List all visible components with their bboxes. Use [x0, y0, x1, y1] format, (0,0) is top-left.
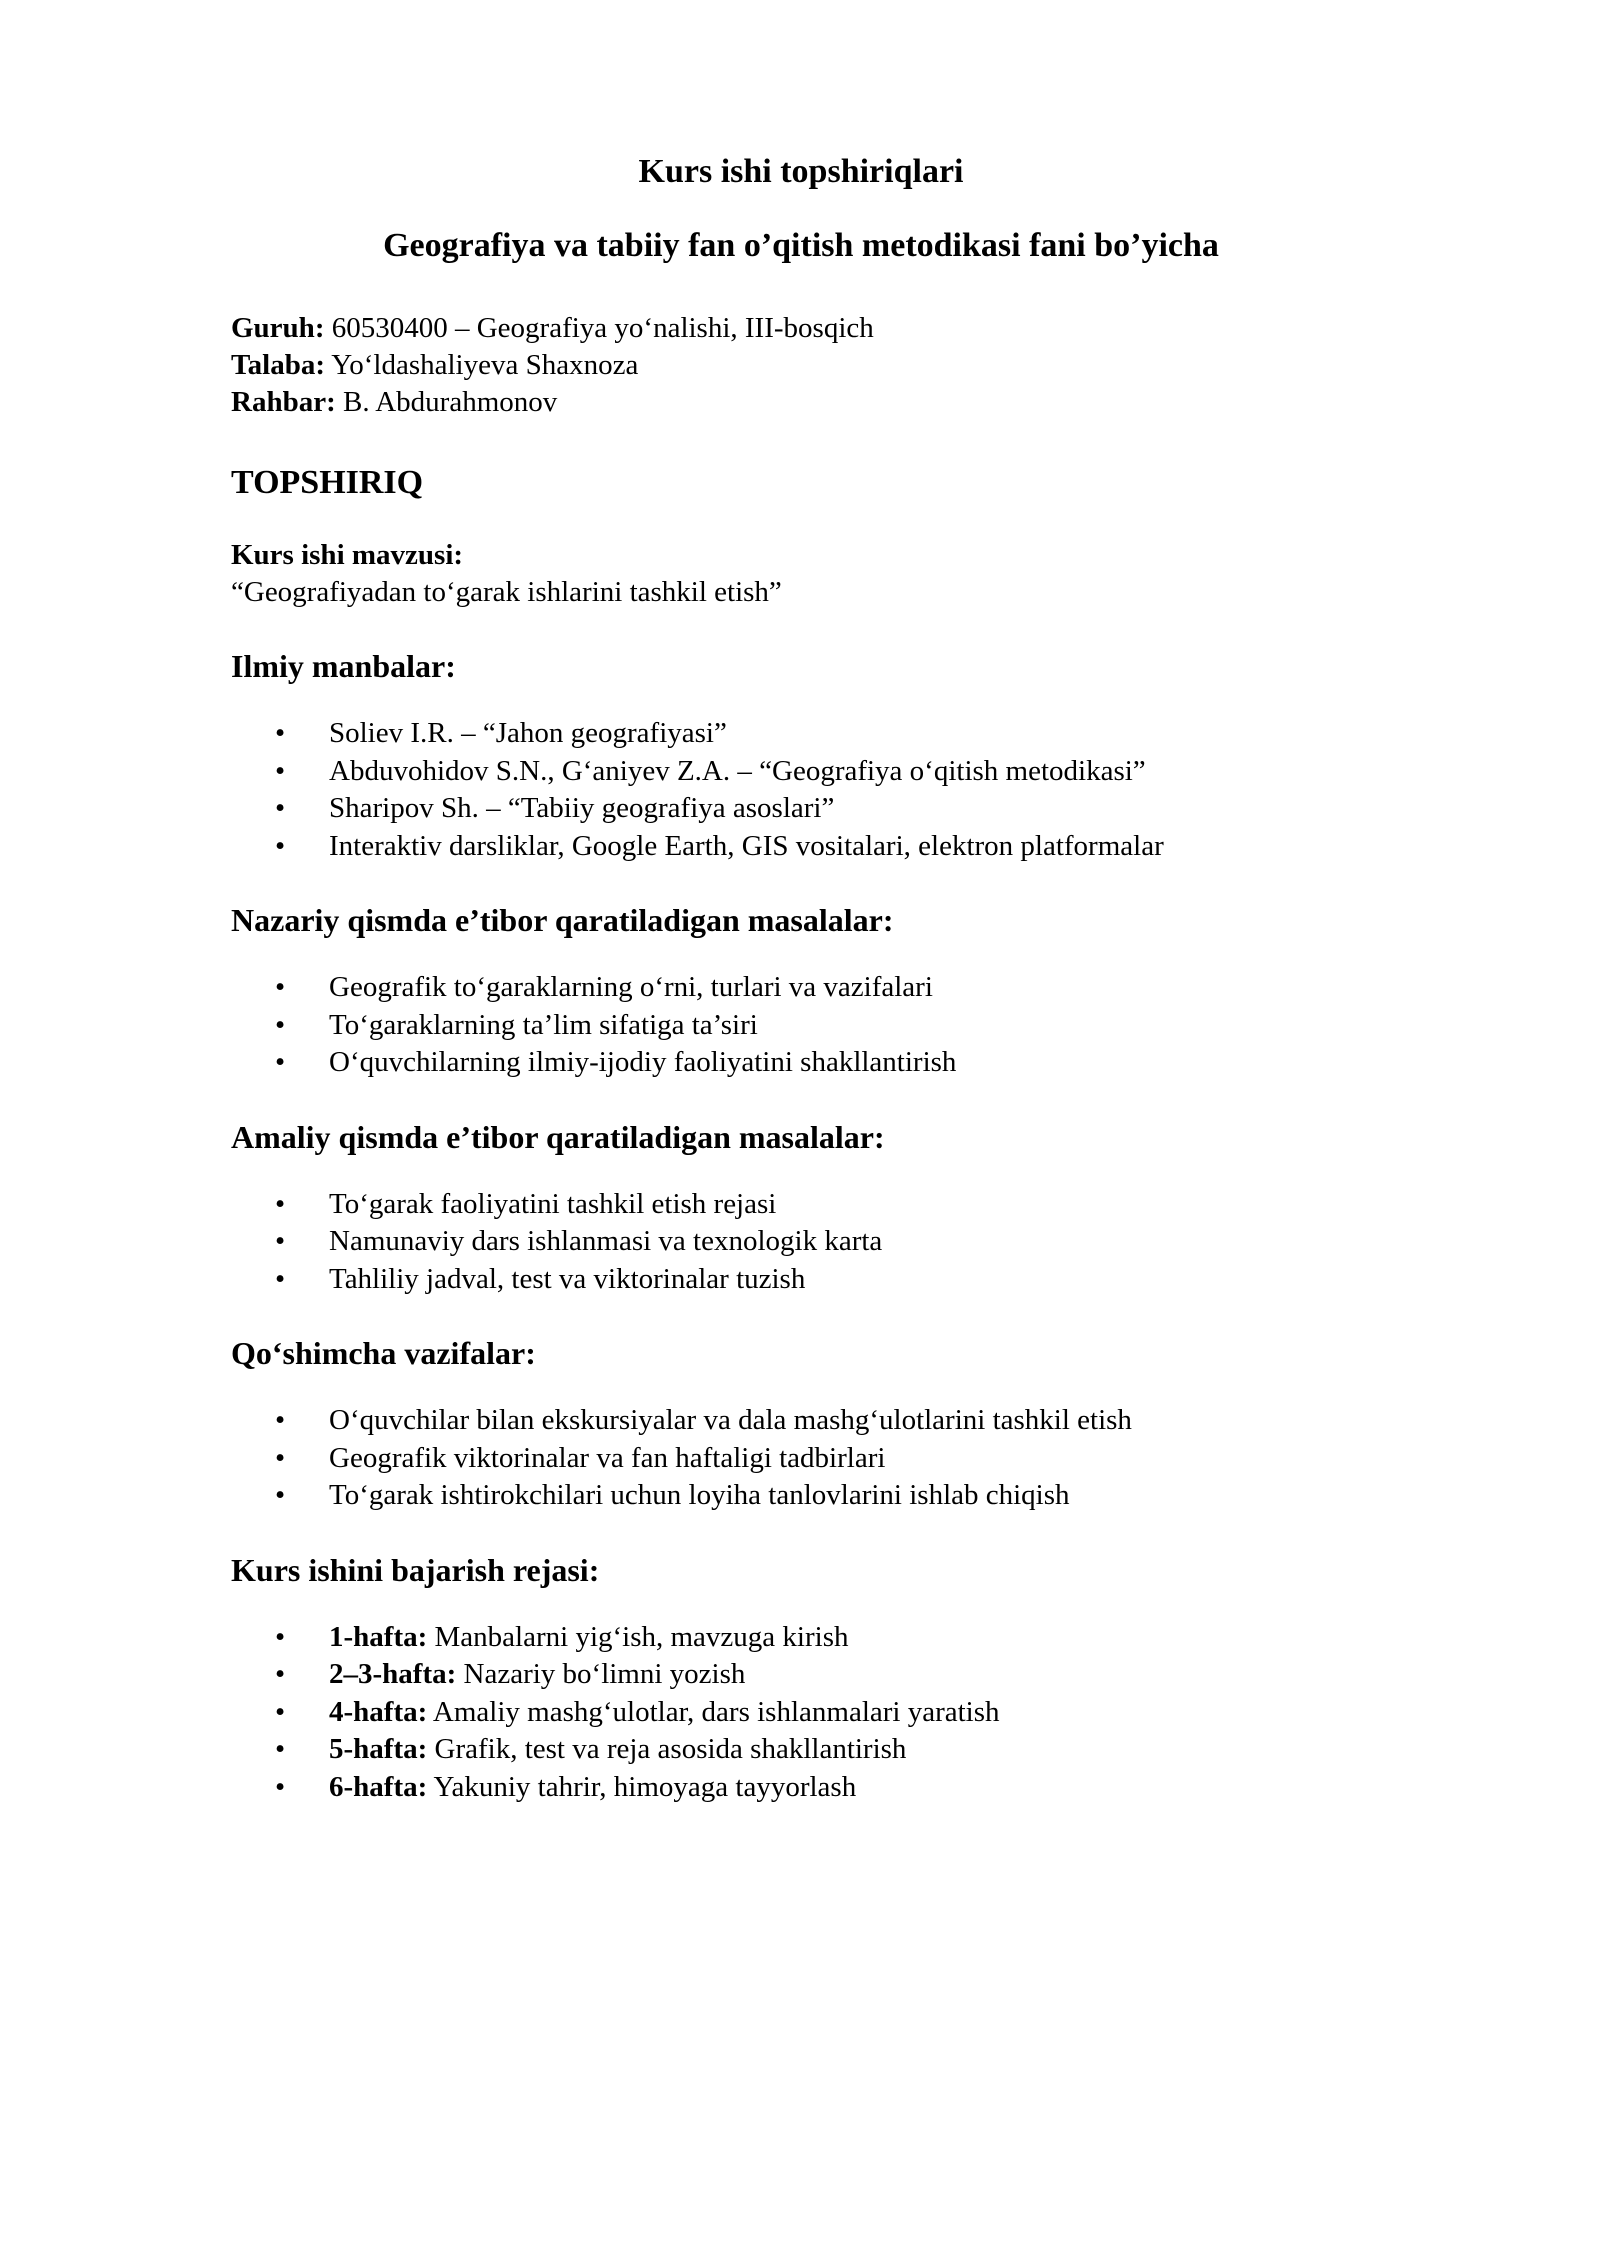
plan-item-text: Amaliy mashg‘ulotlar, dars ishlanmalari yaratish: [427, 1695, 1000, 1728]
list-item-text: Sharipov Sh. – “Tabiiy geografiya asoslari”: [329, 792, 835, 824]
sources-list: [231, 715, 1371, 865]
list-item-text: Abduvohidov S.N., G‘aniyev Z.A. – “Geografiya o‘qitish metodikasi”: [329, 754, 1146, 787]
plan-item-label: 5-hafta:: [329, 1733, 428, 1765]
section-heading-plan: Kurs ishini bajarish rejasi:: [231, 1551, 600, 1588]
section-heading-additional: Qo‘shimcha vazifalar:: [231, 1335, 536, 1371]
list-item-text: Geografik viktorinalar va fan haftaligi tadbirlari: [329, 1441, 886, 1474]
info-row-supervisor: [231, 384, 1371, 421]
bullet-icon: •: [275, 829, 286, 862]
bullet-icon: •: [275, 1733, 286, 1765]
plan-item-label: 2–3-hafta:: [329, 1658, 457, 1690]
plan-item-label: 6-hafta:: [329, 1770, 428, 1803]
bullet-icon: •: [275, 792, 286, 824]
list-item-text: Soliev I.R. – “Jahon geografiyasi”: [329, 717, 727, 749]
list-item-text: O‘quvchilarning ilmiy-ijodiy faoliyatini shakllantirish: [329, 1046, 957, 1078]
section-heading-practice: Amaliy qismda e’tibor qaratiladigan masalalar:: [231, 1118, 885, 1155]
plan-item: [275, 1731, 1371, 1769]
list-item-text: Namunaviy dars ishlanmasi va texnologik karta: [329, 1225, 883, 1257]
list-item-text: O‘quvchilar bilan ekskursiyalar va dala mashg‘ulotlarini tashkil etish: [329, 1404, 1132, 1436]
section-heading-theory: Nazariy qismda e’tibor qaratiladigan masalalar:: [231, 902, 894, 938]
list-item-text: Geografik to‘garaklarning o‘rni, turlari va vazifalari: [329, 971, 933, 1003]
bullet-icon: •: [275, 1620, 286, 1653]
bullet-icon: •: [275, 1008, 286, 1041]
plan-item-text: Grafik, test va reja asosida shakllantirish: [427, 1733, 907, 1765]
practice-list: [231, 1186, 1371, 1299]
main-heading: TOPSHIRIQ: [231, 464, 424, 501]
info-label: Talaba:: [231, 349, 326, 381]
plan-item-text: Manbalarni yig‘ish, mavzuga kirish: [427, 1620, 849, 1653]
list-item: [275, 1402, 1371, 1440]
bullet-icon: •: [275, 1404, 286, 1436]
list-item: [275, 1223, 1371, 1261]
list-item: [275, 969, 1371, 1007]
bullet-icon: •: [275, 1658, 286, 1690]
bullet-icon: •: [275, 1695, 286, 1728]
bullet-icon: •: [275, 1262, 286, 1295]
info-block: [231, 310, 1371, 421]
list-item: [275, 753, 1371, 791]
plan-list: [231, 1619, 1371, 1807]
plan-item: [275, 1694, 1371, 1732]
bullet-icon: •: [275, 1046, 286, 1078]
topic-label: Kurs ishi mavzusi:: [231, 539, 464, 571]
list-item-text: To‘garak ishtirokchilari uchun loyiha tanlovlarini ishlab chiqish: [329, 1479, 1070, 1511]
additional-list: [231, 1402, 1371, 1515]
list-item-text: Tahliliy jadval, test va viktorinalar tuzish: [329, 1262, 806, 1295]
bullet-icon: •: [275, 1770, 286, 1803]
list-item-text: To‘garak faoliyatini tashkil etish rejasi: [329, 1187, 777, 1220]
list-item: [275, 1477, 1371, 1515]
bullet-icon: •: [275, 971, 286, 1003]
bullet-icon: •: [275, 1479, 286, 1511]
bullet-icon: •: [275, 1187, 286, 1220]
plan-item-text: Nazariy bo‘limni yozish: [456, 1658, 746, 1690]
document-title: Kurs ishi topshiriqlari: [638, 153, 964, 190]
plan-item-text: Yakuniy tahrir, himoyaga tayyorlash: [427, 1770, 857, 1803]
topic-block: [231, 537, 1371, 611]
info-row-student: [231, 347, 1371, 384]
list-item: [275, 1261, 1371, 1299]
bullet-icon: •: [275, 1441, 286, 1474]
plan-item-label: 4-hafta:: [329, 1695, 428, 1728]
list-item: [275, 790, 1371, 828]
list-item: [275, 1440, 1371, 1478]
plan-item: [275, 1619, 1371, 1657]
info-value: Yo‘ldashaliyeva Shaxnoza: [325, 349, 639, 381]
list-item-text: Interaktiv darsliklar, Google Earth, GIS vositalari, elektron platformalar: [329, 829, 1164, 862]
info-label: Guruh:: [231, 312, 325, 344]
theory-list: [231, 969, 1371, 1082]
list-item: [275, 715, 1371, 753]
section-heading-sources: Ilmiy manbalar:: [231, 648, 456, 684]
list-item: [275, 828, 1371, 866]
plan-item: [275, 1769, 1371, 1807]
bullet-icon: •: [275, 754, 286, 787]
plan-item: [275, 1656, 1371, 1694]
info-value: 60530400 – Geografiya yo‘nalishi, III-bosqich: [324, 312, 874, 344]
info-row-group: [231, 310, 1371, 347]
list-item-text: To‘garaklarning ta’lim sifatiga ta’siri: [329, 1008, 758, 1041]
topic-value: “Geografiyadan to‘garak ishlarini tashkil etish”: [231, 576, 782, 608]
document-content: [231, 150, 1371, 1806]
document-subtitle: Geografiya va tabiiy fan o’qitish metodikasi fani bo’yicha: [383, 227, 1219, 264]
bullet-icon: •: [275, 1225, 286, 1257]
list-item: [275, 1007, 1371, 1045]
list-item: [275, 1186, 1371, 1224]
list-item: [275, 1044, 1371, 1082]
plan-item-label: 1-hafta:: [329, 1620, 428, 1653]
bullet-icon: •: [275, 717, 286, 749]
info-value: B. Abdurahmonov: [335, 386, 558, 418]
info-label: Rahbar:: [231, 386, 336, 418]
